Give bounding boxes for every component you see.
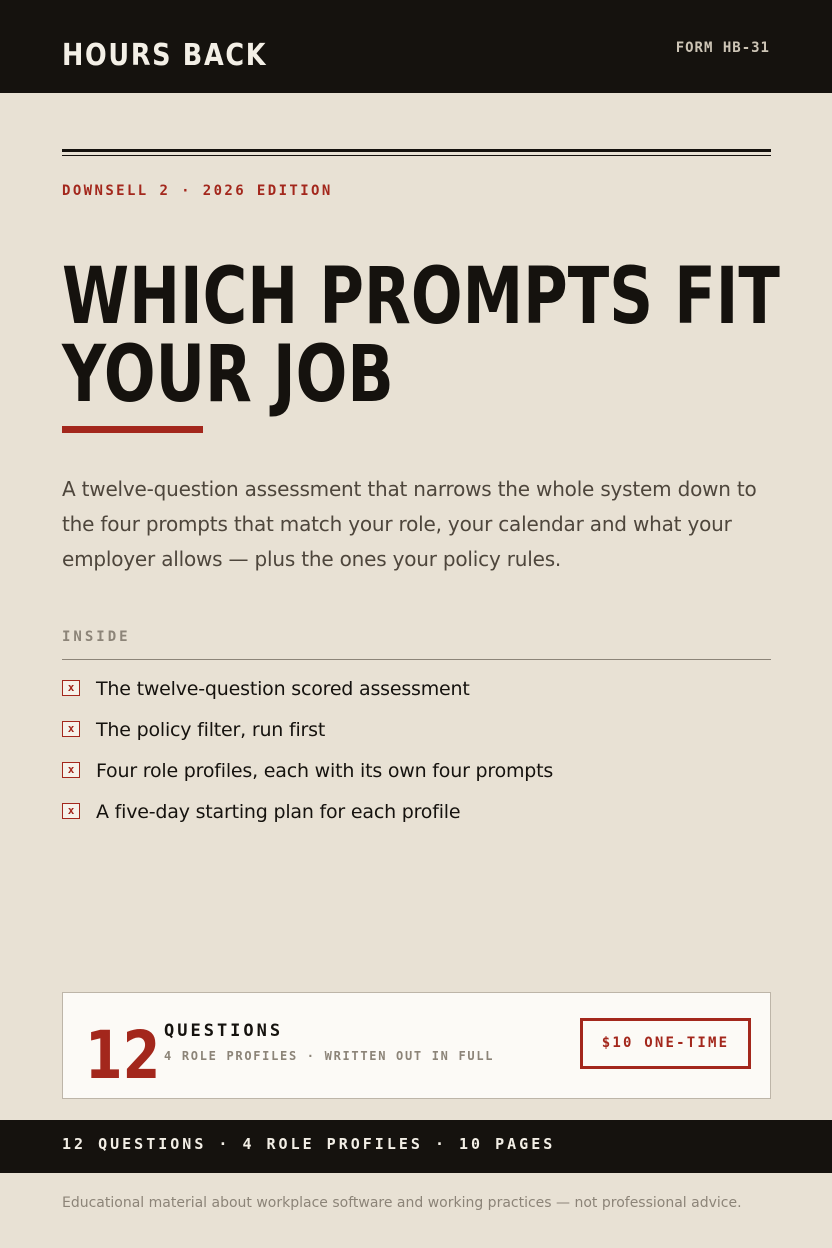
buy-button[interactable]: $10 ONE-TIME (580, 1018, 751, 1069)
page-title-line-2: YOUR JOB (62, 330, 394, 420)
form-number: FORM HB-31 (675, 40, 770, 56)
checked-box-icon: x (62, 803, 80, 819)
offer-title: QUESTIONS (164, 1021, 284, 1041)
checked-box-icon: x (62, 762, 80, 778)
contents-list (62, 674, 771, 838)
brand-logo: HOURS BACK (62, 38, 268, 73)
list-item (62, 715, 771, 756)
checked-box-icon: x (62, 680, 80, 696)
inside-section-label: INSIDE (62, 629, 131, 645)
title-accent-bar (62, 426, 203, 433)
list-item (62, 674, 771, 715)
question-count: 12 (85, 1017, 161, 1094)
top-bar (0, 0, 832, 93)
list-item-text: A five-day starting plan for each profile (96, 801, 461, 823)
intro-paragraph: A twelve-question assessment that narrows the whole system down to the four prompts that match your role, your calendar and what your employer allows — plus the ones your policy rules. (62, 477, 757, 571)
double-rule-top (62, 149, 771, 152)
double-rule-bottom (62, 155, 771, 156)
inside-divider (62, 659, 771, 660)
list-item-text: Four role profiles, each with its own four prompts (96, 760, 554, 782)
edition-eyebrow: DOWNSELL 2 · 2026 EDITION (62, 183, 333, 199)
page-title (62, 252, 780, 420)
stats-bar (0, 1120, 832, 1173)
list-item (62, 797, 771, 838)
checked-box-icon: x (62, 721, 80, 737)
list-item-text: The twelve-question scored assessment (96, 678, 470, 700)
list-item (62, 756, 771, 797)
page-title-line-1: WHICH PROMPTS FIT (62, 252, 780, 342)
offer-card (62, 992, 771, 1099)
offer-subtitle: 4 ROLE PROFILES · WRITTEN OUT IN FULL (164, 1049, 495, 1063)
disclaimer: Educational material about workplace software and working practices — not professional advice. (62, 1195, 742, 1211)
list-item-text: The policy filter, run first (96, 719, 326, 741)
stats-text: 12 QUESTIONS · 4 ROLE PROFILES · 10 PAGES (62, 1135, 556, 1153)
